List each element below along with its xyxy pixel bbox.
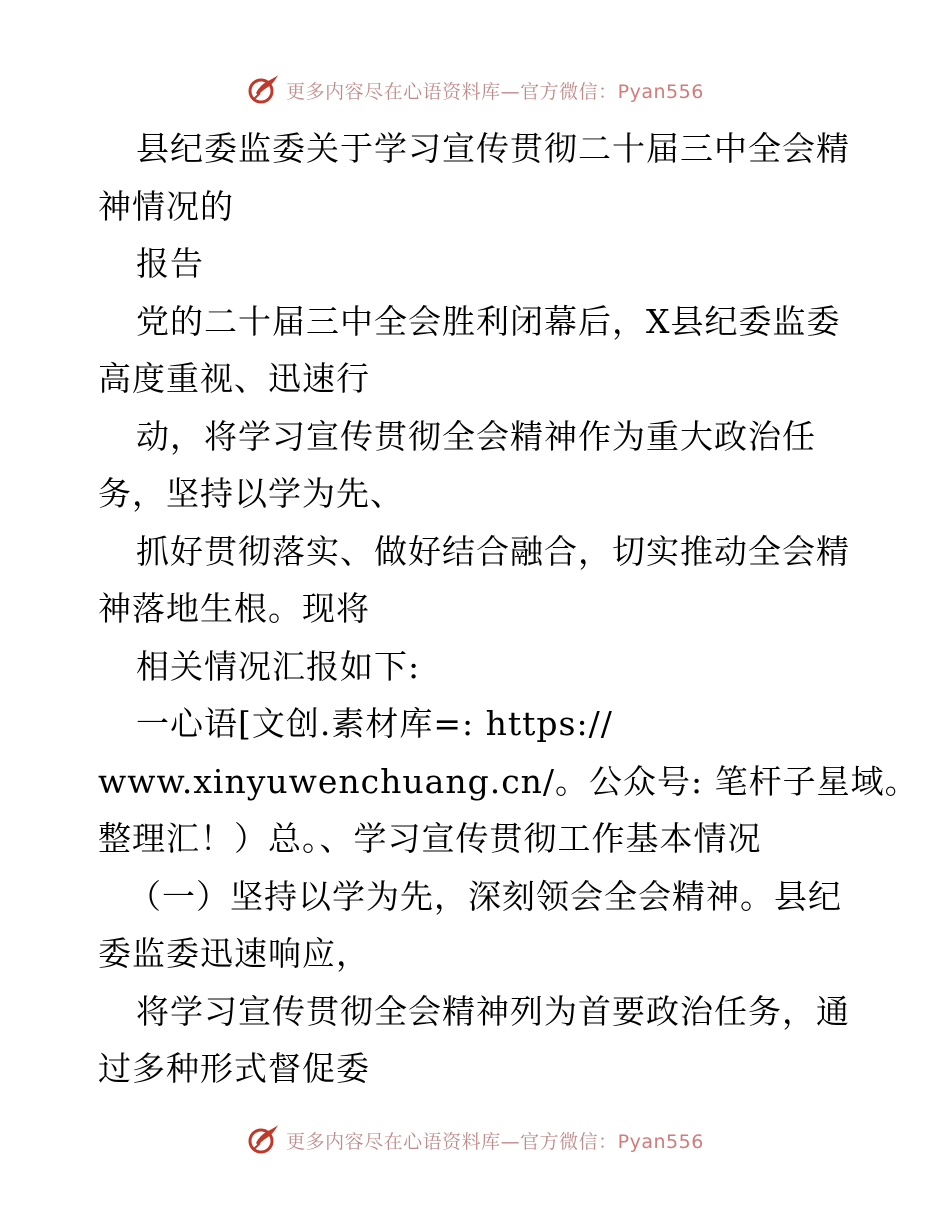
paragraph-line: 将学习宣传贯彻全会精神列为首要政治任务，通: [136, 991, 850, 1031]
footer-account: Pyan556: [617, 1130, 704, 1153]
subsection-heading-line: （一）坚持以学为先，深刻领会全会精神。县纪: [128, 876, 842, 916]
doc-title-line-1: 县纪委监委关于学习宣传贯彻二十届三中全会精: [136, 129, 850, 168]
page-header-watermark: [0, 70, 950, 110]
quill-logo-icon: [246, 1123, 280, 1157]
header-brand: [246, 73, 704, 107]
footer-site-text: 更多内容尽在心语资料库—官方微信：: [286, 1130, 618, 1153]
paragraph-line: www.xinyuwenchuang.cn/。公众号: 笔杆子星域。: [98, 761, 919, 801]
quill-logo-icon: [246, 73, 280, 107]
section-heading-line: 整理汇！）总。、学习宣传贯彻工作基本情况: [98, 819, 762, 858]
header-account: Pyan556: [617, 80, 704, 103]
paragraph-line: 务，坚持以学为先、: [98, 474, 404, 513]
doc-title-line-3: 报告: [136, 244, 204, 283]
header-site-text: 更多内容尽在心语资料库—官方微信：: [286, 80, 618, 103]
paragraph-line: 过多种形式督促委: [98, 1049, 370, 1088]
doc-title-line-2: 神情况的: [98, 186, 234, 226]
paragraph-line: 相关情况汇报如下:: [136, 646, 421, 686]
paragraph-line: 抓好贯彻落实、做好结合融合，切实推动全会精: [136, 531, 850, 571]
paragraph-line: 一心语[文创.素材库=: https://: [136, 704, 613, 743]
document-body: [98, 120, 919, 1098]
paragraph-line: 委监委迅速响应，: [98, 934, 370, 973]
footer-watermark-text: [286, 1127, 704, 1154]
header-watermark-text: [286, 77, 704, 104]
paragraph-line: 高度重视、迅速行: [98, 359, 370, 398]
page-footer-watermark: [0, 1120, 950, 1160]
paragraph-line: 动，将学习宣传贯彻全会精神作为重大政治任: [136, 416, 816, 456]
paragraph-line: 神落地生根。现将: [98, 589, 370, 628]
paragraph-line: 党的二十届三中全会胜利闭幕后，X县纪委监委: [136, 301, 841, 341]
footer-brand: [246, 1123, 704, 1157]
